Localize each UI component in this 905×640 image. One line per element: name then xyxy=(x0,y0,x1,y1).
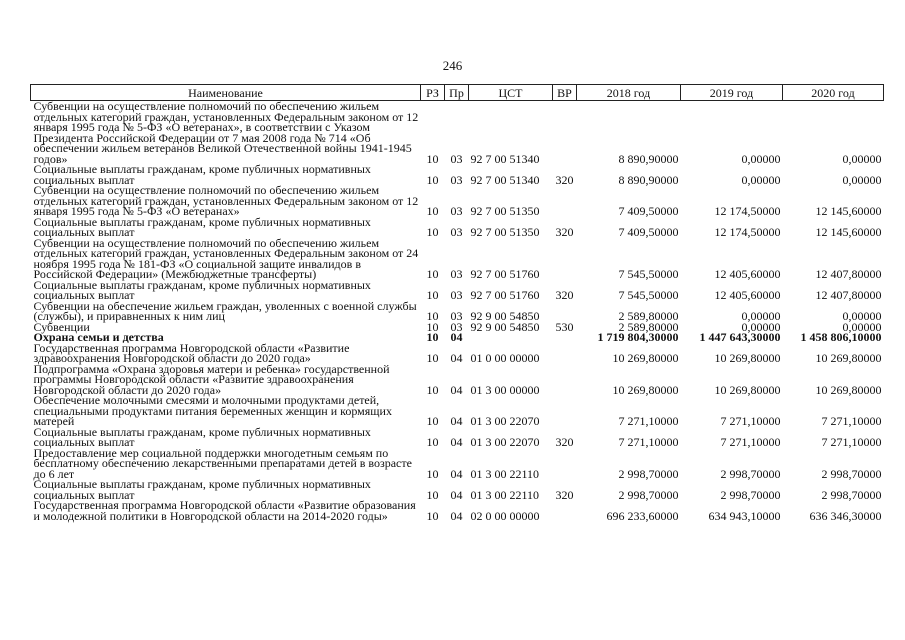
row-2020: 7 271,10000 xyxy=(821,414,882,428)
row-pr: 03 xyxy=(450,151,463,166)
row-cst: 92 7 00 51760 xyxy=(470,267,540,281)
row-vr xyxy=(553,238,577,280)
row-cst xyxy=(469,332,553,343)
row-rz: 10 xyxy=(426,309,439,323)
row-2018: 7 271,10000 xyxy=(618,414,679,428)
row-cst: 92 9 00 54850 xyxy=(470,319,540,334)
row-2020: 0,00000 xyxy=(842,172,882,187)
row-vr xyxy=(553,101,577,165)
row-2018: 2 589,80000 xyxy=(618,309,679,323)
row-name: Социальные выплаты гражданам, кроме публичных нормативных социальных выплат xyxy=(33,214,371,239)
table-row xyxy=(31,280,884,301)
row-rz: 10 xyxy=(426,204,439,218)
row-name: Государственная программа Новгородской области «Развитие образования и молодежной политики в Новгородской области на 2014-2020 годы» xyxy=(33,498,416,523)
row-pr: 03 xyxy=(450,225,463,239)
row-vr xyxy=(553,332,577,343)
row-vr: 320 xyxy=(555,288,574,302)
row-name: Государственная программа Новгородской области «Развитие здравоохранения Новгородской области до 2020 года» xyxy=(33,340,350,365)
row-2020: 2 998,70000 xyxy=(821,487,882,502)
row-2019: 12 405,60000 xyxy=(714,267,781,281)
table-row xyxy=(31,364,884,396)
row-pr: 03 xyxy=(450,267,463,281)
row-2018: 2 998,70000 xyxy=(618,466,679,481)
row-pr: 04 xyxy=(450,382,463,397)
row-rz: 10 xyxy=(426,435,439,449)
row-2018: 2 998,70000 xyxy=(618,487,679,502)
row-rz: 10 xyxy=(426,330,439,344)
row-2020: 2 998,70000 xyxy=(821,466,882,481)
row-2020: 1 458 806,10000 xyxy=(800,330,882,344)
row-2019: 634 943,10000 xyxy=(708,508,781,523)
row-2018: 8 890,90000 xyxy=(618,172,679,187)
row-cst: 01 3 00 00000 xyxy=(470,382,540,397)
row-cst: 01 3 00 22070 xyxy=(470,435,540,449)
row-pr: 03 xyxy=(450,172,463,187)
header-2019: 2019 год xyxy=(681,85,783,101)
header-rz: РЗ xyxy=(421,85,445,101)
row-2019: 12 174,50000 xyxy=(714,225,781,239)
row-rz: 10 xyxy=(426,414,439,428)
table-row xyxy=(31,500,884,521)
row-pr: 03 xyxy=(450,288,463,302)
row-name: Социальные выплаты гражданам, кроме публичных нормативных социальных выплат xyxy=(33,424,371,449)
row-2020: 12 145,60000 xyxy=(815,204,882,218)
row-2019: 12 174,50000 xyxy=(714,204,781,218)
table-row xyxy=(31,427,884,448)
row-cst: 02 0 00 00000 xyxy=(470,508,540,523)
row-2019: 0,00000 xyxy=(741,319,781,334)
row-rz: 10 xyxy=(426,151,439,166)
row-2019: 7 271,10000 xyxy=(720,435,781,449)
row-vr xyxy=(553,301,577,322)
row-2020: 7 271,10000 xyxy=(821,435,882,449)
row-2020: 10 269,80000 xyxy=(815,351,882,365)
row-2019: 0,00000 xyxy=(741,151,781,166)
row-2020: 12 407,80000 xyxy=(815,267,882,281)
row-2019: 7 271,10000 xyxy=(720,414,781,428)
header-2020: 2020 год xyxy=(783,85,884,101)
row-2018: 10 269,80000 xyxy=(612,382,679,397)
row-vr: 320 xyxy=(555,487,574,502)
row-cst: 92 7 00 51350 xyxy=(470,225,540,239)
row-name: Социальные выплаты гражданам, кроме публичных нормативных социальных выплат xyxy=(33,162,371,187)
row-cst: 92 7 00 51760 xyxy=(470,288,540,302)
row-name: Предоставление мер социальной поддержки многодетным семьям по бесплатному обеспечению лекарственными препаратами детей в возрасте до 6 лет xyxy=(33,445,412,481)
row-2020: 12 145,60000 xyxy=(815,225,882,239)
row-name: Субвенции на осуществление полномочий по обеспечению жильем отдельных категорий граждан, установленных Федеральным законом от 24 ноября 1995 года № 181-ФЗ «О социальной защите инвалидов в Российской Федерации» (Межбюджетные трансферты) xyxy=(33,235,419,281)
row-name: Субвенции xyxy=(33,319,90,334)
table-row xyxy=(31,343,884,364)
row-name: Субвенции на осуществление полномочий по обеспечению жильем отдельных категорий граждан, установленных Федеральным законом от 12 января 1995 года № 5-ФЗ «О ветеранах», в соответствии с Указом Президента Российской Федерации от 7 мая 2008 года № 714 «Об обеспечении жильем ветеранов Великой Отечественной войны 1941-1945 годов» xyxy=(33,99,419,166)
table-row xyxy=(31,185,884,217)
row-2020: 636 346,30000 xyxy=(809,508,882,523)
row-vr: 320 xyxy=(555,435,574,449)
row-pr: 03 xyxy=(450,204,463,218)
row-2019: 12 405,60000 xyxy=(714,288,781,302)
row-pr: 04 xyxy=(450,435,463,449)
row-2019: 10 269,80000 xyxy=(714,382,781,397)
row-2019: 0,00000 xyxy=(741,309,781,323)
row-rz: 10 xyxy=(426,466,439,481)
table-body xyxy=(31,101,884,522)
table-row xyxy=(31,301,884,322)
row-rz: 10 xyxy=(426,382,439,397)
row-name: Субвенции на обеспечение жильем граждан, уволенных с военной службы (службы), и приравненных к ним лиц xyxy=(33,298,417,323)
row-2019: 0,00000 xyxy=(741,172,781,187)
row-rz: 10 xyxy=(426,319,439,334)
row-2018: 1 719 804,30000 xyxy=(597,330,679,344)
table-row xyxy=(31,164,884,185)
row-name: Охрана семьи и детства xyxy=(33,330,164,344)
row-cst: 01 0 00 00000 xyxy=(470,351,540,365)
header-name: Наименование xyxy=(31,85,421,101)
row-2019: 10 269,80000 xyxy=(714,351,781,365)
row-cst: 01 3 00 22110 xyxy=(470,466,540,481)
row-2018: 7 409,50000 xyxy=(618,225,679,239)
header-vr: ВР xyxy=(553,85,577,101)
row-2018: 7 545,50000 xyxy=(618,267,679,281)
row-vr: 320 xyxy=(555,225,574,239)
row-2020: 0,00000 xyxy=(842,319,882,334)
row-cst: 92 9 00 54850 xyxy=(470,309,540,323)
row-cst: 92 7 00 51340 xyxy=(470,172,540,187)
row-name: Субвенции на осуществление полномочий по обеспечению жильем отдельных категорий граждан, установленных Федеральным законом от 12 января 1995 года № 5-ФЗ «О ветеранах» xyxy=(33,183,419,218)
row-vr xyxy=(553,395,577,427)
row-2020: 0,00000 xyxy=(842,309,882,323)
row-name: Социальные выплаты гражданам, кроме публичных нормативных социальных выплат xyxy=(33,477,371,502)
row-rz: 10 xyxy=(426,351,439,365)
row-pr: 04 xyxy=(450,466,463,481)
row-cst: 01 3 00 22070 xyxy=(470,414,540,428)
row-cst: 01 3 00 22110 xyxy=(470,487,540,502)
row-2019: 2 998,70000 xyxy=(720,466,781,481)
row-name: Социальные выплаты гражданам, кроме публичных нормативных социальных выплат xyxy=(33,277,371,302)
row-vr: 530 xyxy=(555,319,574,334)
table-row xyxy=(31,238,884,280)
row-2020: 12 407,80000 xyxy=(815,288,882,302)
row-pr: 04 xyxy=(450,487,463,502)
row-2020: 0,00000 xyxy=(842,151,882,166)
page-number: 246 xyxy=(442,58,463,73)
row-pr: 04 xyxy=(450,508,463,523)
row-2018: 10 269,80000 xyxy=(612,351,679,365)
row-pr: 03 xyxy=(450,309,463,323)
row-rz: 10 xyxy=(426,288,439,302)
row-2018: 7 271,10000 xyxy=(618,435,679,449)
row-pr: 04 xyxy=(450,414,463,428)
header-cst: ЦСТ xyxy=(469,85,553,101)
row-pr: 04 xyxy=(450,330,463,344)
row-rz: 10 xyxy=(426,267,439,281)
row-rz: 10 xyxy=(426,487,439,502)
header-2018: 2018 год xyxy=(577,85,681,101)
table-row xyxy=(31,448,884,480)
row-vr xyxy=(553,448,577,480)
row-2020: 10 269,80000 xyxy=(815,382,882,397)
row-vr: 320 xyxy=(555,172,574,187)
row-2019: 2 998,70000 xyxy=(720,487,781,502)
row-rz: 10 xyxy=(426,508,439,523)
row-vr xyxy=(553,185,577,217)
row-vr xyxy=(553,364,577,396)
table-row xyxy=(31,395,884,427)
row-cst: 92 7 00 51350 xyxy=(470,204,540,218)
row-rz: 10 xyxy=(426,225,439,239)
row-rz: 10 xyxy=(426,172,439,187)
header-pr: Пр xyxy=(445,85,469,101)
row-2018: 8 890,90000 xyxy=(618,151,679,166)
row-cst: 92 7 00 51340 xyxy=(470,151,540,166)
row-2018: 2 589,80000 xyxy=(618,319,679,334)
table-row xyxy=(31,479,884,500)
row-2018: 7 409,50000 xyxy=(618,204,679,218)
row-2018: 7 545,50000 xyxy=(618,288,679,302)
row-pr: 04 xyxy=(450,351,463,365)
row-name: Обеспечение молочными смесями и молочными продуктами детей, специальными продуктами питания беременных женщин и кормящих матерей xyxy=(33,393,392,428)
row-vr xyxy=(553,343,577,364)
row-vr xyxy=(553,500,577,521)
row-pr: 03 xyxy=(450,319,463,334)
table-row xyxy=(31,101,884,165)
budget-table xyxy=(30,84,884,521)
table-row xyxy=(31,217,884,238)
row-2019: 1 447 643,30000 xyxy=(699,330,781,344)
row-name: Подпрограмма «Охрана здоровья матери и ребенка» государственной программы Новгородской области «Развитие здравоохранения Новгородской области до 2020 года» xyxy=(33,361,390,397)
row-2018: 696 233,60000 xyxy=(606,508,679,523)
